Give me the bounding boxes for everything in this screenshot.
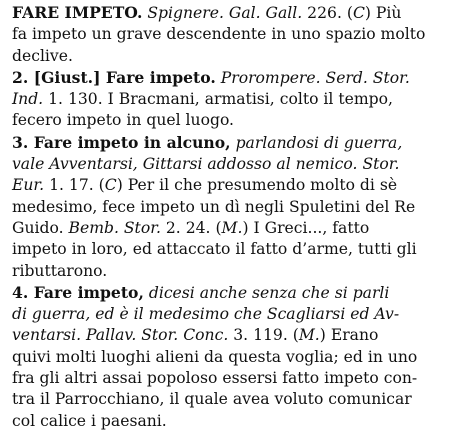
text-line [12, 46, 460, 67]
italic-text: C [104, 176, 117, 195]
text-line [12, 197, 460, 218]
italic-text: ventarsi. Pallav. Stor. Conc. [12, 326, 229, 345]
body-text: impeto in loro, ed attaccato il fatto d’arme, tutti gli [12, 240, 417, 259]
body-text: ) Più [364, 4, 402, 22]
text-line [12, 368, 460, 389]
text-line [12, 411, 460, 432]
text-line [12, 218, 460, 239]
body-text: col calice i paesani. [12, 411, 167, 430]
dictionary-entry [12, 132, 460, 282]
entry-headword: 3. Fare impeto in alcuno, [12, 132, 231, 152]
body-text: quivi molti luoghi alieni da questa voglia; ed in uno [12, 347, 418, 366]
body-text: fra gli altri assai popoloso essersi fatto impeto con- [12, 369, 418, 388]
body-text: ) I Greci..., fatto [242, 218, 370, 237]
text-line [12, 304, 460, 325]
dictionary-entry [12, 67, 460, 132]
entry-headword: 4. Fare impeto, [12, 282, 144, 302]
body-text: 2. 24. ( [160, 218, 222, 237]
text-line [12, 154, 460, 175]
text-line [12, 2, 460, 24]
text-line [12, 175, 460, 196]
text-line [12, 24, 460, 45]
italic-text: Eur. [12, 176, 45, 195]
entry-headword: 2. [Giust.] Fare impeto. [12, 67, 216, 87]
text-line [12, 132, 460, 154]
text-line [12, 239, 460, 260]
text-line [12, 261, 460, 282]
italic-text: Spignere. Gal. Gall. [147, 4, 303, 22]
text-line [12, 110, 460, 131]
italic-text: C [352, 4, 365, 22]
body-text: ributtarono. [12, 261, 108, 280]
body-text: ) Erano [319, 326, 379, 345]
body-text: 3. 119. ( [228, 326, 299, 345]
italic-text: dicesi anche senza che si parli [148, 283, 390, 302]
dictionary-entry [12, 282, 460, 432]
text-line [12, 325, 460, 346]
text-line [12, 347, 460, 368]
italic-text: di guerra, ed è il medesimo che Scagliarsi ed Av- [12, 305, 400, 324]
body-text: declive. [12, 46, 73, 65]
body-text: ) Per il che presumendo molto di sè [116, 176, 398, 195]
body-text: fecero impeto in quel luogo. [12, 111, 235, 130]
text-line [12, 67, 460, 89]
body-text: 226. ( [302, 4, 353, 22]
body-text: tra il Parrocchiano, il quale avea voluto comunicar [12, 390, 412, 409]
dictionary-entry [12, 2, 460, 67]
text-line [12, 282, 460, 304]
italic-text: parlandosi di guerra, [235, 133, 403, 152]
italic-text: M. [221, 218, 243, 237]
body-text: medesimo, fece impeto un dì negli Spuletini del Re [12, 197, 416, 216]
body-text: 1. 130. I Bracmani, armatisi, colto il tempo, [43, 90, 393, 109]
text-line [12, 389, 460, 410]
italic-text: vale Avventarsi, Gittarsi addosso al nemico. Stor. [12, 155, 400, 174]
entry-headword: FARE IMPETO. [12, 3, 143, 22]
body-text: fa impeto un grave descendente in uno spazio molto [12, 25, 426, 44]
body-text: 1. 17. ( [44, 176, 105, 195]
italic-text: M. [298, 326, 320, 345]
italic-text: Ind. [12, 90, 44, 109]
text-line [12, 89, 460, 110]
italic-text: Bemb. Stor. [68, 218, 161, 237]
italic-text: Prorompere. Serd. Stor. [220, 68, 410, 87]
body-text: Guido. [12, 218, 69, 237]
